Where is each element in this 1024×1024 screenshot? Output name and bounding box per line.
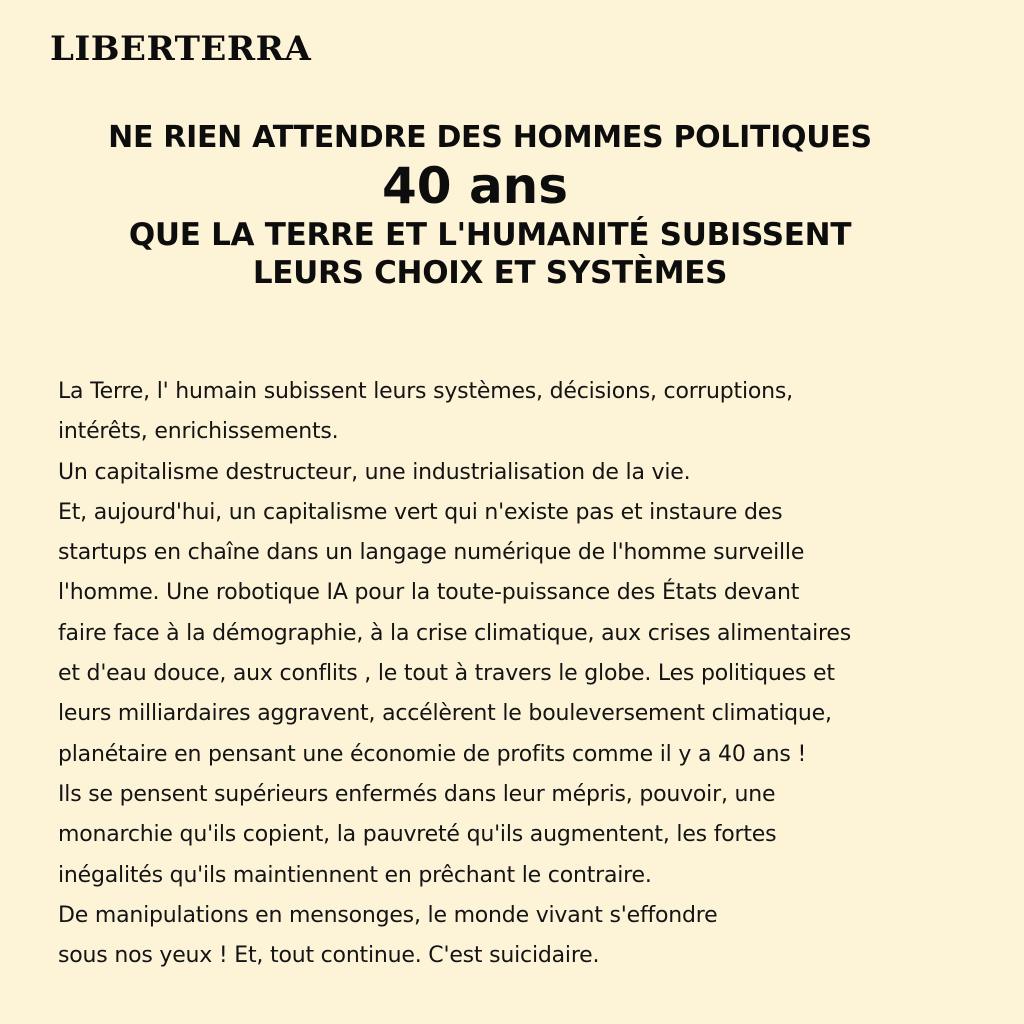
body-line: leurs milliardaires aggravent, accélèrent le bouleversement climatique, [58, 701, 832, 727]
body-line: Un capitalisme destructeur, une industrialisation de la vie. [58, 459, 691, 485]
body-line: startups en chaîne dans un langage numérique de l'homme surveille [58, 540, 805, 566]
headline-big-text: 40 ans [381, 157, 569, 215]
body-line: inégalités qu'ils maintiennent en prêchant le contraire. [58, 862, 652, 888]
body-line: Et, aujourd'hui, un capitalisme vert qui n'existe pas et instaure des [58, 499, 783, 525]
headline-line-1: NE RIEN ATTENDRE DES HOMMES POLITIQUES [108, 120, 872, 155]
body-line: La Terre, l' humain subissent leurs systèmes, décisions, corruptions, [58, 379, 793, 404]
body-line: intérêts, enrichissements. [58, 419, 339, 445]
body-text [58, 372, 1018, 976]
body-line: planétaire en pensant une économie de profits comme il y a 40 ans ! [58, 741, 807, 767]
body-line: faire face à la démographie, à la crise climatique, aux crises alimentaires [58, 620, 852, 646]
body-line: sous nos yeux ! Et, tout continue. C'est suicidaire. [58, 943, 600, 969]
body-line: l'homme. Une robotique IA pour la toute-puissance des États devant [58, 580, 800, 606]
headline [0, 118, 980, 292]
headline-line-3: QUE LA TERRE ET L'HUMANITÉ SUBISSENT [128, 217, 852, 253]
body-line: monarchie qu'ils copient, la pauvreté qu'ils augmentent, les fortes [58, 822, 777, 848]
body-line: et d'eau douce, aux conflits , le tout à travers le globe. Les politiques et [58, 661, 835, 687]
body-line: Ils se pensent supérieurs enfermés dans leur mépris, pouvoir, une [58, 781, 776, 807]
body-line: De manipulations en mensonges, le monde vivant s'effondre [58, 902, 718, 928]
headline-line-4: LEURS CHOIX ET SYSTÈMES [252, 255, 728, 291]
brand-logo-text: LIBERTERRA [50, 29, 312, 69]
